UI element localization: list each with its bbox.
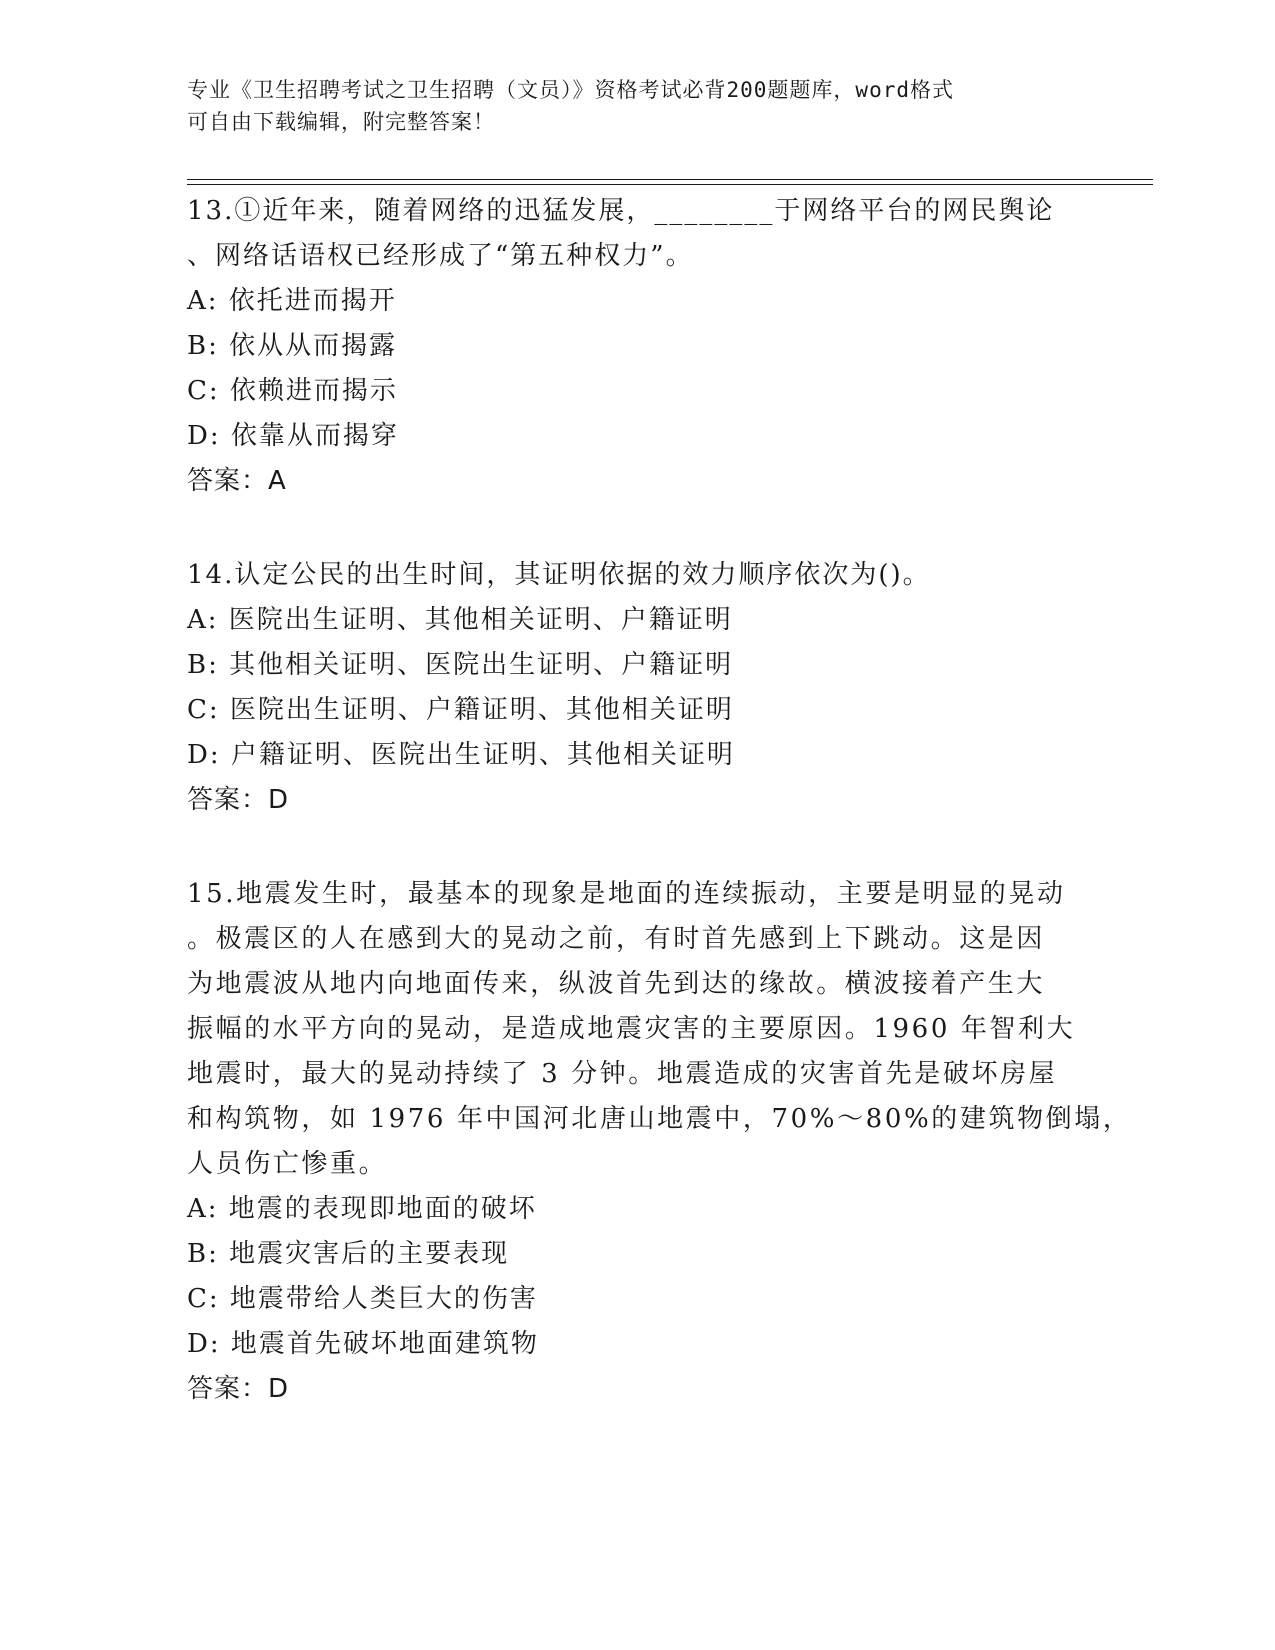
question-stem-line: 和构筑物，如 1976 年中国河北唐山地震中，70%～80%的建筑物倒塌，	[187, 1104, 1132, 1134]
header-line: 可自由下载编辑，附完整答案！	[187, 110, 495, 134]
option-c: C: 医院出生证明、户籍证明、其他相关证明	[187, 695, 734, 725]
question-stem-line: 地震时，最大的晃动持续了 3 分钟。地震造成的灾害首先是破坏房屋	[187, 1059, 1058, 1089]
option-b: B: 依从从而揭露	[187, 331, 398, 361]
question-stem-line: 、网络话语权已经形成了“第五种权力”。	[187, 241, 694, 271]
question-stem-line: 13.①近年来，随着网络的迅猛发展，________于网络平台的网民舆论	[187, 196, 1055, 226]
option-a: A: 医院出生证明、其他相关证明、户籍证明	[187, 605, 733, 635]
option-d: D: 依靠从而揭穿	[187, 421, 399, 451]
question-14	[187, 553, 1067, 823]
option-c: C: 依赖进而揭示	[187, 376, 398, 406]
option-c: C: 地震带给人类巨大的伤害	[187, 1284, 538, 1314]
answer-line: 答案：A	[187, 466, 287, 496]
question-stem-line: 15.地震发生时，最基本的现象是地面的连续振动，主要是明显的晃动	[187, 879, 1066, 909]
header-line: 专业《卫生招聘考试之卫生招聘（文员）》资格考试必背200题题库，word格式	[187, 78, 954, 102]
answer-line: 答案：D	[187, 785, 290, 815]
question-stem-line: 为地震波从地内向地面传来，纵波首先到达的缘故。横波接着产生大	[187, 969, 1046, 999]
question-13	[187, 189, 1067, 504]
option-a: A: 地震的表现即地面的破坏	[187, 1194, 537, 1224]
question-stem-line: 14.认定公民的出生时间，其证明依据的效力顺序依次为()。	[187, 560, 931, 590]
header-divider	[187, 179, 1153, 180]
header-divider	[187, 184, 1153, 185]
option-a: A: 依托进而揭开	[187, 286, 397, 316]
option-b: B: 其他相关证明、医院出生证明、户籍证明	[187, 650, 734, 680]
option-d: D: 户籍证明、医院出生证明、其他相关证明	[187, 740, 735, 770]
question-stem-line: 人员伤亡惨重。	[187, 1149, 388, 1179]
document-header	[187, 74, 1067, 138]
answer-line: 答案：D	[187, 1374, 290, 1404]
question-stem-line: 振幅的水平方向的晃动，是造成地震灾害的主要原因。1960 年智利大	[187, 1014, 1076, 1044]
option-b: B: 地震灾害后的主要表现	[187, 1239, 510, 1269]
option-d: D: 地震首先破坏地面建筑物	[187, 1329, 539, 1359]
question-15	[187, 872, 1132, 1412]
question-stem-line: 。极震区的人在感到大的晃动之前，有时首先感到上下跳动。这是因	[187, 924, 1046, 954]
